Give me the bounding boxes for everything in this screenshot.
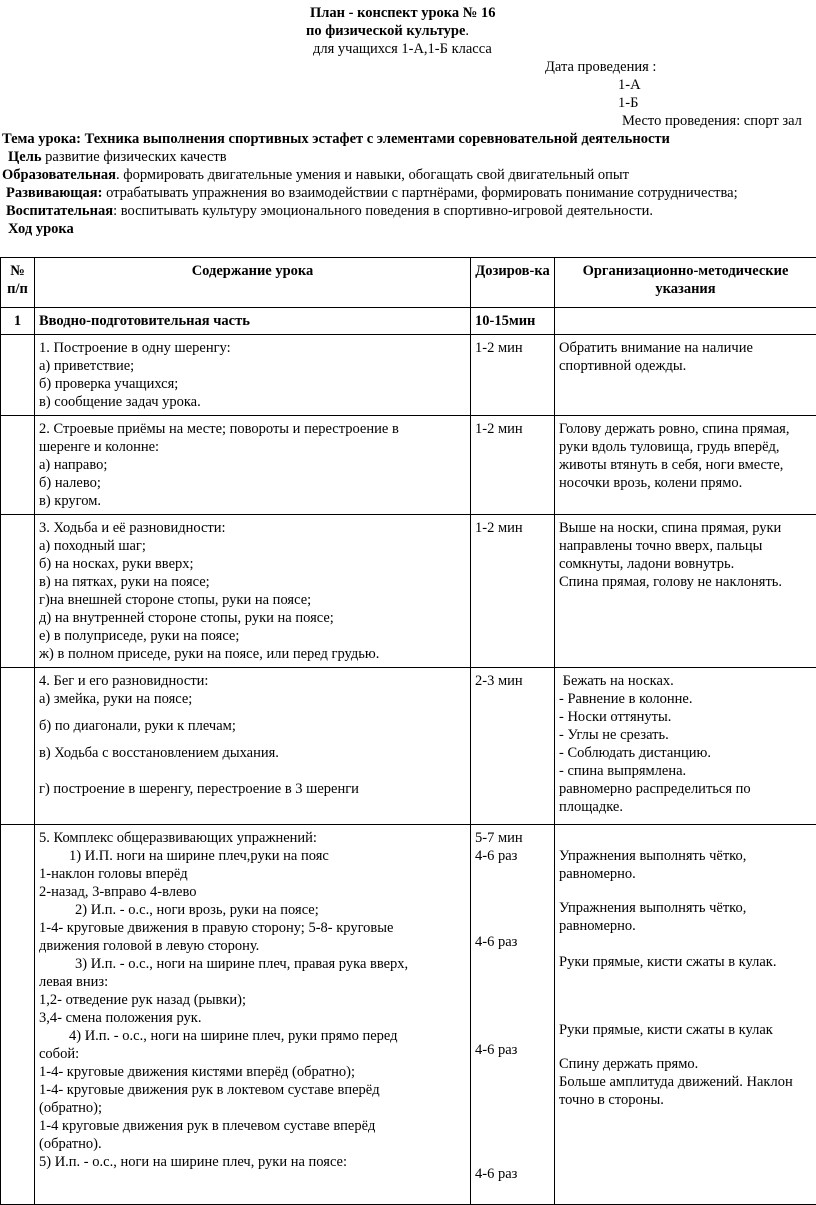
row5-content: 5. Комплекс общеразвивающих упражнений: 1) И.П. ноги на ширине плеч,руки на пояс 1-наклон головы вперёд 2-назад, 3-вправо 4-влево 2) И.п. - о.с., ноги врозь, руки на поясе; 1-4- круговые движения в правую сторону; 5-8- круговые движения головой в левую сторону. 3) И.п. - о.с., ноги на ширине плеч, правая рука вверх, левая вниз: 1,2- отведение рук назад (рывки); 3,4- смена положения рук. 4) И.п. - о.с., ноги на ширине плеч, руки прямо перед собой: 1-4- круговые движения кистями вперёд (обратно); 1-4- круговые движения рук в локтевом суставе вперёд (обратно); 1-4 круговые движения рук в плечевом суставе вперёд (обратно). 5) И.п. - о.с., ноги на ширине плеч, руки на поясе: (35, 825, 471, 1205)
section-row (1, 308, 816, 335)
section-num: 1 (1, 308, 35, 335)
row3-notes: Выше на носки, спина прямая, руки направлены точно вверх, пальцы сомкнуты, ладони вовнутрь. Спина прямая, голову не наклонять. (555, 515, 816, 668)
row2-notes: Голову держать ровно, спина прямая, руки вдоль туловища, грудь вперёд, животы втянуть в себя, ноги вместе, носочки врозь, колени прямо. (555, 416, 816, 515)
table-row (1, 515, 816, 668)
lesson-table (0, 257, 816, 1205)
header-content: Содержание урока (35, 258, 471, 308)
lesson-edu: Образовательная. формировать двигательные умения и навыки, обогащать свой двигательный опыт (2, 166, 629, 184)
row5-notes: Упражнения выполнять чётко, равномерно. Упражнения выполнять чётко, равномерно. Руки прямые, кисти сжаты в кулак. Руки прямые, кисти сжаты в кулак Спину держать прямо. Больше амплитуда движений. Наклон точно в стороны. (555, 825, 816, 1205)
class-a: 1-А (618, 76, 641, 94)
row4-dose: 2-3 мин (471, 668, 555, 825)
row3-dose: 1-2 мин (471, 515, 555, 668)
lesson-upb: Воспитательная: воспитывать культуру эмоционального поведения в спортивно-игровой деятельности. (6, 202, 653, 220)
table-row (1, 825, 816, 1205)
header-dose: Дозиров-ка (471, 258, 555, 308)
row1-notes: Обратить внимание на наличие спортивной одежды. (555, 335, 816, 416)
class-b: 1-Б (618, 94, 638, 112)
lesson-topic: Тема урока: Техника выполнения спортивных эстафет с элементами соревновательной деятельности (2, 130, 670, 148)
lesson-course: Ход урока (8, 220, 74, 238)
lesson-goal: Цель развитие физических качеств (8, 148, 227, 166)
row4-content: 4. Бег и его разновидности: а) змейка, руки на поясе; б) по диагонали, руки к плечам; в) Ходьба с восстановлением дыхания. г) построение в шеренгу, перестроение в 3 шеренги (35, 668, 471, 825)
header-num: № п/п (1, 258, 35, 308)
doc-audience: для учащихся 1-А,1-Б класса (313, 40, 492, 58)
table-header-row (1, 258, 816, 308)
row2-content: 2. Строевые приёмы на месте; повороты и перестроение в шеренге и колонне: а) направо; б) налево; в) кругом. (35, 416, 471, 515)
place: Место проведения: спорт зал (622, 112, 802, 130)
section-title: Вводно-подготовительная часть (35, 308, 471, 335)
row5-dose: 5-7 мин 4-6 раз 4-6 раз 4-6 раз 4-6 раз (471, 825, 555, 1205)
table-row (1, 416, 816, 515)
row2-dose: 1-2 мин (471, 416, 555, 515)
row4-notes: Бежать на носках. - Равнение в колонне. - Носки оттянуты. - Углы не срезать. - Соблюдать дистанцию. - спина выпрямлена. равномерно распределиться по площадке. (555, 668, 816, 825)
row1-dose: 1-2 мин (471, 335, 555, 416)
doc-title: План - конспект урока № 16 (310, 4, 495, 22)
row3-content: 3. Ходьба и её разновидности: а) походный шаг; б) на носках, руки вверх; в) на пятках, руки на поясе; г)на внешней стороне стопы, руки на поясе; д) на внутренней стороне стопы, руки на поясе; е) в полуприседе, руки на поясе; ж) в полном приседе, руки на поясе, или перед грудью. (35, 515, 471, 668)
date-label: Дата проведения : (545, 58, 656, 76)
table-row (1, 335, 816, 416)
row1-content: 1. Построение в одну шеренгу: а) приветствие; б) проверка учащихся; в) сообщение задач урока. (35, 335, 471, 416)
header-notes: Организационно-методические указания (555, 258, 816, 308)
lesson-dev: Развивающая: отрабатывать упражнения во взаимодействии с партнёрами, формировать понимание сотрудничества; (6, 184, 738, 202)
table-row (1, 668, 816, 825)
doc-subject: по физической культуре. (306, 22, 469, 40)
section-dose: 10-15мин (471, 308, 555, 335)
